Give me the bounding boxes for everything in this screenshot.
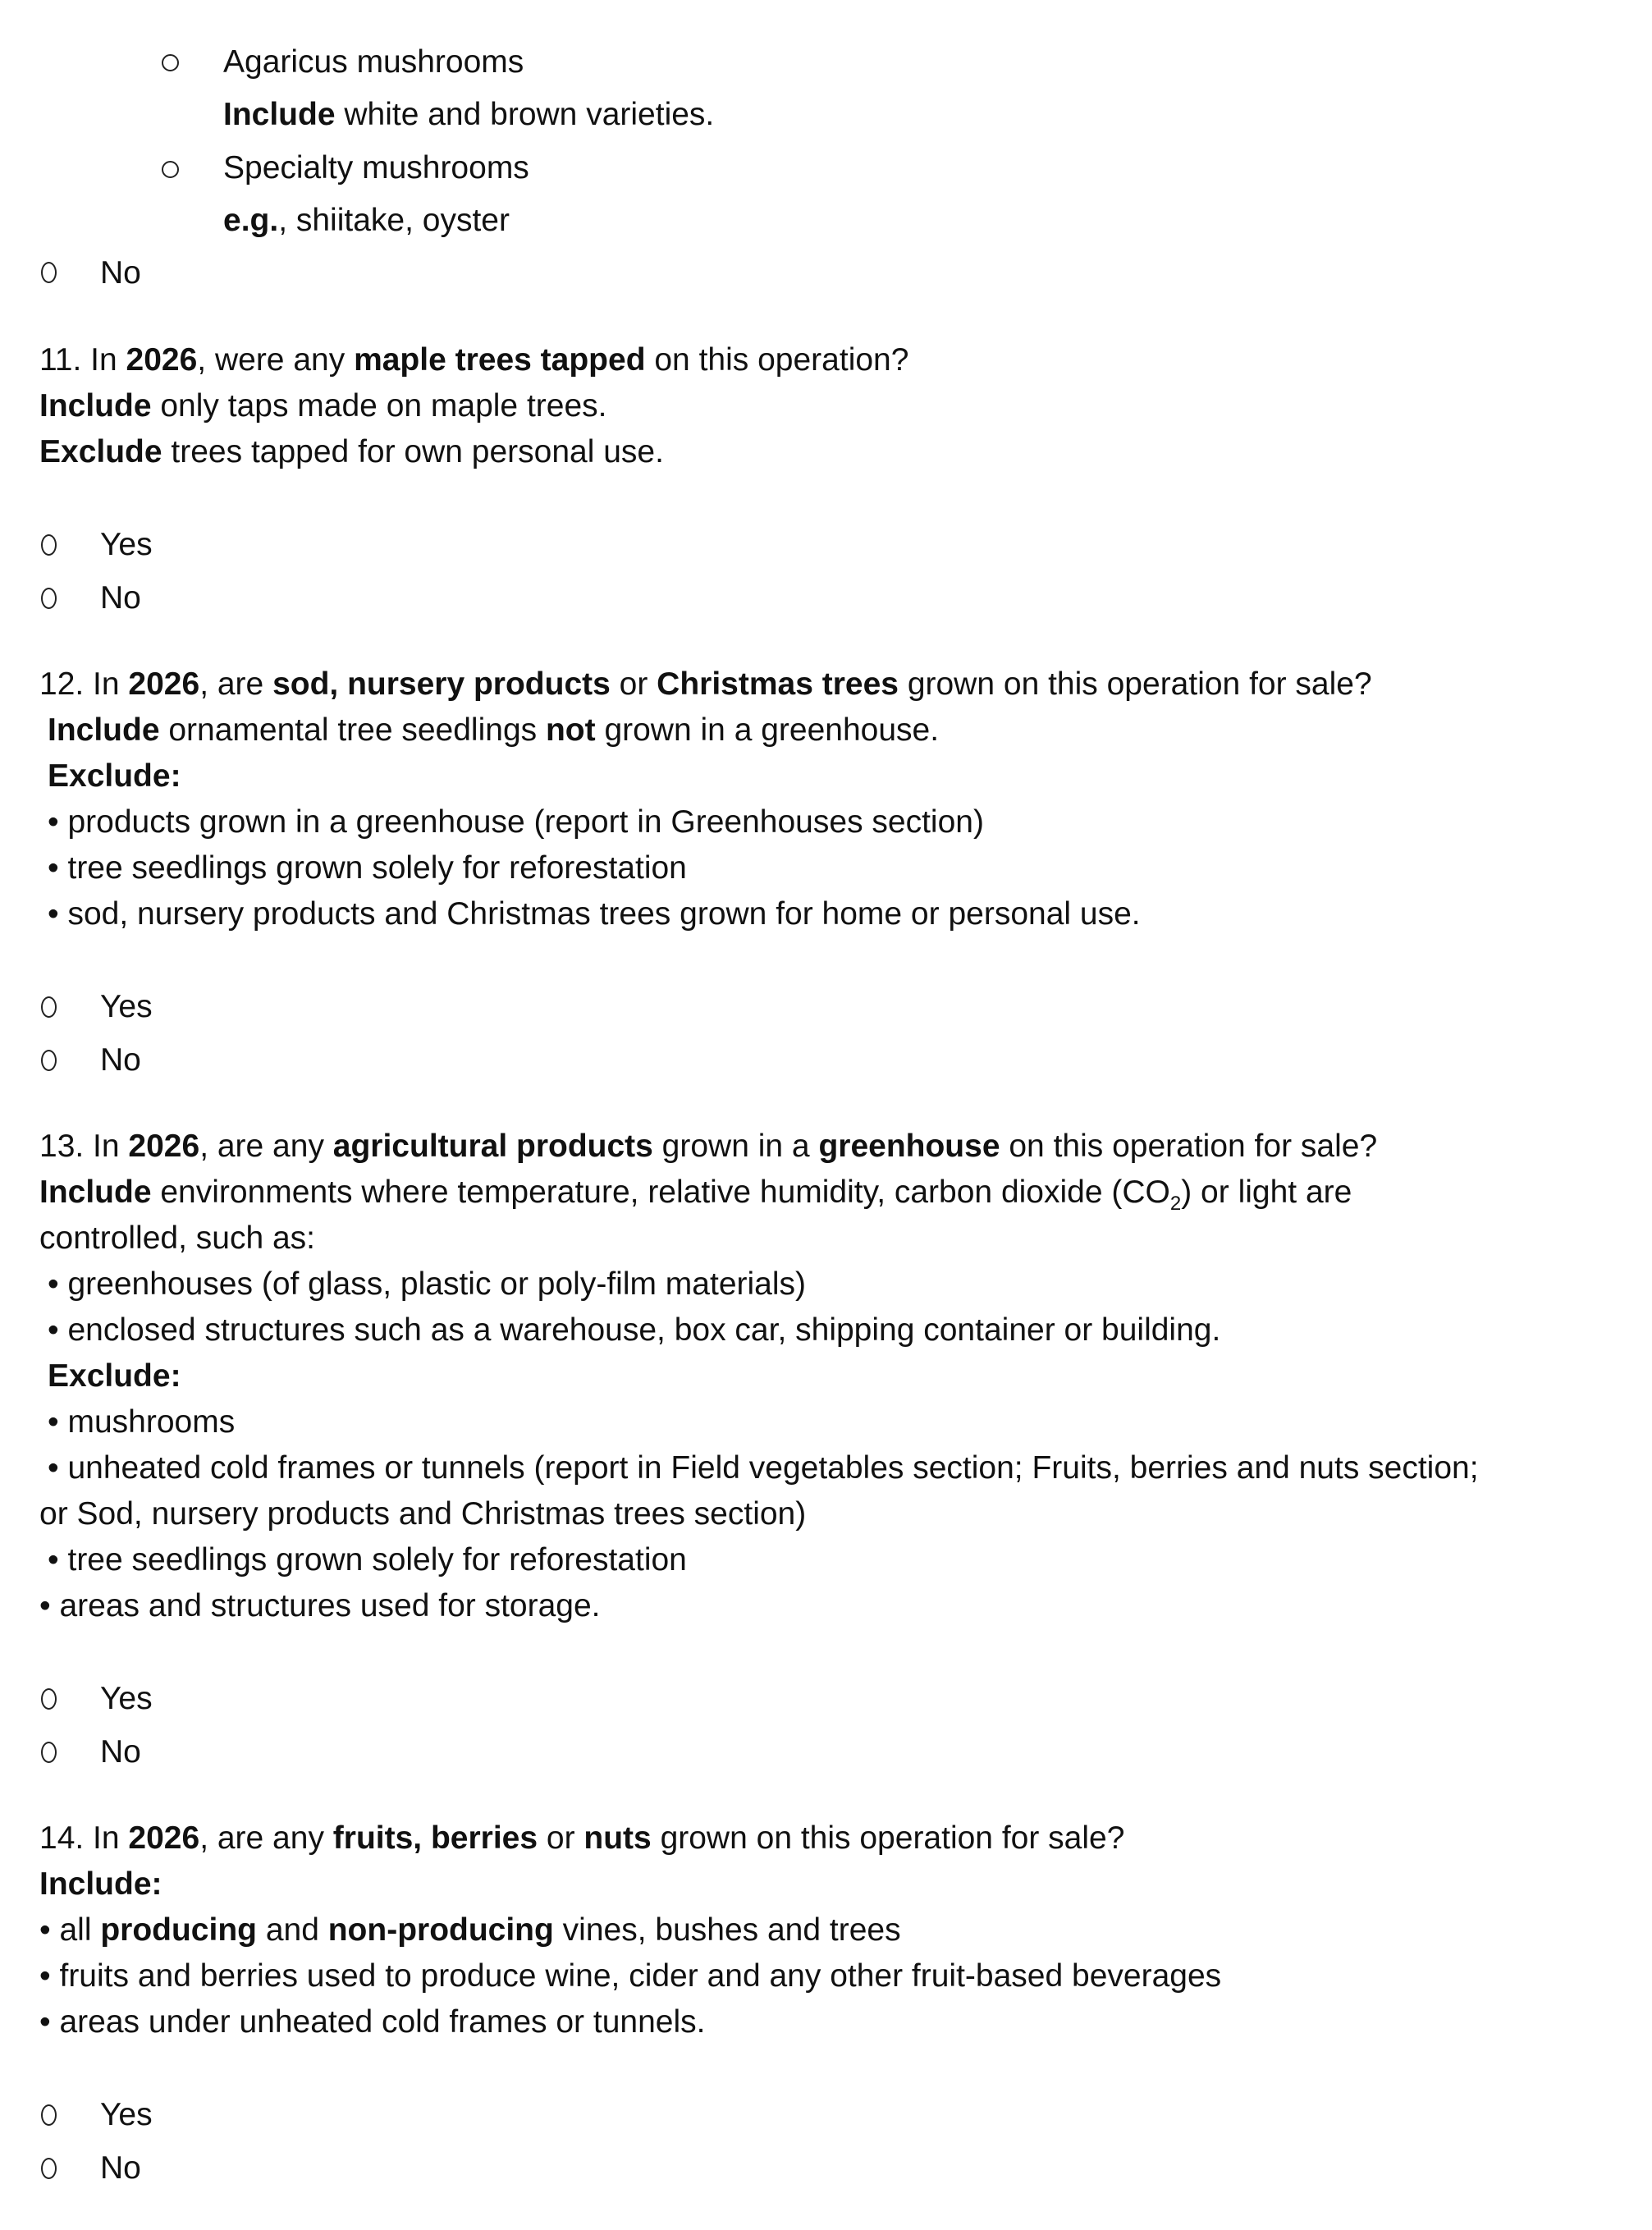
q14-include-item: • all producing and non-producing vines, bushes and trees — [39, 1912, 901, 1948]
radio-q11-no[interactable] — [41, 588, 57, 609]
mushrooms-no-label: No — [100, 255, 141, 291]
q11-question: 11. In 2026, were any maple trees tapped on this operation? — [39, 342, 909, 378]
q11-no-label: No — [100, 580, 141, 616]
specialty-note: e.g., shiitake, oyster — [223, 203, 510, 238]
q13-exclude-item: • tree seedlings grown solely for reforestation — [48, 1542, 687, 1577]
q13-exclude-heading: Exclude: — [48, 1358, 181, 1394]
radio-mushrooms-no[interactable] — [41, 262, 57, 283]
radio-q13-no[interactable] — [41, 1742, 57, 1763]
agaricus-note: Include white and brown varieties. — [223, 97, 715, 132]
q14-no-label: No — [100, 2150, 141, 2186]
sub-bullet-specialty — [162, 161, 179, 178]
q14-question: 14. In 2026, are any fruits, berries or nuts grown on this operation for sale? — [39, 1820, 1125, 1856]
specialty-label: Specialty mushrooms — [223, 150, 529, 185]
radio-q12-yes[interactable] — [41, 996, 57, 1018]
q13-yes-label: Yes — [100, 1681, 153, 1716]
q13-include-line2: controlled, such as: — [39, 1220, 316, 1256]
radio-q14-yes[interactable] — [41, 2104, 57, 2126]
q13-include-item: • enclosed structures such as a warehouse, box car, shipping container or building. — [48, 1312, 1221, 1348]
q12-yes-label: Yes — [100, 989, 153, 1024]
q13-exclude-item: • areas and structures used for storage. — [39, 1588, 601, 1623]
q11-include: Include only taps made on maple trees. — [39, 388, 607, 424]
q12-exclude-heading: Exclude: — [48, 758, 181, 794]
q13-exclude-item: • mushrooms — [48, 1404, 236, 1440]
q14-include-item: • fruits and berries used to produce wine, cider and any other fruit-based beverages — [39, 1958, 1222, 1994]
q13-exclude-item: or Sod, nursery products and Christmas trees section) — [39, 1496, 807, 1532]
q14-include-heading: Include: — [39, 1866, 162, 1902]
radio-q12-no[interactable] — [41, 1050, 57, 1071]
q11-yes-label: Yes — [100, 527, 153, 562]
q13-exclude-item: • unheated cold frames or tunnels (report in Field vegetables section; Fruits, berries and nuts section; — [48, 1450, 1479, 1486]
q13-include-item: • greenhouses (of glass, plastic or poly-film materials) — [48, 1266, 807, 1302]
q12-no-label: No — [100, 1042, 141, 1078]
q14-yes-label: Yes — [100, 2097, 153, 2132]
q12-exclude-item: • products grown in a greenhouse (report in Greenhouses section) — [48, 804, 984, 840]
radio-q11-yes[interactable] — [41, 534, 57, 556]
q14-include-item: • areas under unheated cold frames or tunnels. — [39, 2004, 706, 2040]
q12-include: Include ornamental tree seedlings not grown in a greenhouse. — [48, 712, 940, 748]
q11-exclude: Exclude trees tapped for own personal use. — [39, 434, 664, 469]
q12-question: 12. In 2026, are sod, nursery products or Christmas trees grown on this operation for sale? — [39, 666, 1372, 702]
q13-no-label: No — [100, 1734, 141, 1770]
radio-q14-no[interactable] — [41, 2158, 57, 2179]
q12-exclude-item: • sod, nursery products and Christmas trees grown for home or personal use. — [48, 896, 1141, 932]
sub-bullet-agaricus — [162, 54, 179, 71]
agaricus-label: Agaricus mushrooms — [223, 44, 524, 80]
radio-q13-yes[interactable] — [41, 1688, 57, 1710]
q13-question: 13. In 2026, are any agricultural products grown in a greenhouse on this operation for sale? — [39, 1129, 1378, 1164]
q12-exclude-item: • tree seedlings grown solely for reforestation — [48, 850, 687, 886]
q13-include: Include environments where temperature, relative humidity, carbon dioxide $(CO_2)$ or light are — [39, 1175, 1352, 1215]
